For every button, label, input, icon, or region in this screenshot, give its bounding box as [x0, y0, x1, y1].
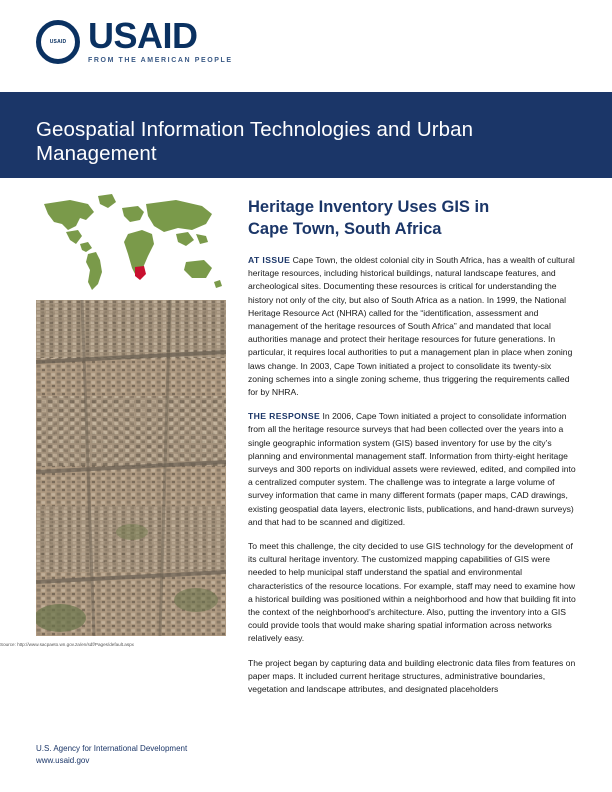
footer-url[interactable]: www.usaid.gov — [36, 755, 90, 765]
usaid-seal-text: USAID — [49, 38, 67, 45]
photo-source-caption: Source: http://www.sacpaeto.wn.gov.za/en/sdf/Pages/default.aspx — [0, 642, 134, 647]
paragraph-at-issue — [248, 254, 576, 399]
paragraph-the-response-text: In 2006, Cape Town initiated a project to consolidate information from all the heritage resource surveys that had been collected over the years into a single geographic information system (GIS) based inventory for use by the city’s planning and environmental management staff. Information from thirty-eight heritage surveys and 300 reports on individual assets were reviewed, edited, and compiled into a centralized computer system. The challenge was to integrate a large volume of survey information that came in many different formats (paper maps, CAD drawings, existing geospatial data layers, electronic lists, publications, and hand-drawn surveys) and that had to be scanned and digitized. — [248, 411, 576, 527]
usaid-wordmark — [88, 15, 233, 64]
lede-the-response: THE RESPONSE — [248, 411, 321, 422]
footer — [36, 743, 187, 766]
page-title: Geospatial Information Technologies and Urban Management — [36, 118, 474, 165]
headline-line-2: Cape Town, South Africa — [248, 220, 442, 238]
usaid-wordmark-text: USAID — [88, 15, 198, 56]
headline-line-1: Heritage Inventory Uses GIS in — [248, 198, 490, 216]
title-banner — [0, 92, 612, 178]
main-content — [248, 196, 576, 707]
paragraph-the-response — [248, 410, 576, 529]
usaid-seal-icon — [36, 20, 80, 64]
footer-agency: U.S. Agency for International Development — [36, 744, 188, 753]
lede-at-issue: AT ISSUE — [248, 255, 291, 265]
paragraph-data-capture: The project began by capturing data and building electronic data files from features on paper maps. It included current heritage structures, administrative boundaries, vegetation and landscape attributes, and designated placeholders — [248, 657, 576, 695]
paragraph-gis-technology: To meet this challenge, the city decided to use GIS technology for the development of its cultural heritage inventory. The customized mapping capabilities of GIS were needed to help municipal staff understand the spatial and environmental characteristics of the resource locations. For example, staff may need to examine how a historical building was positioned within a neighborhood and how that building fit into the context of the neighborhood’s architecture. Also, putting the inventory into a GIS could provide tools that would make sharing spatial information across networks relatively easy. — [248, 541, 576, 644]
world-map-graphic — [36, 190, 226, 298]
paragraph-at-issue-text: Cape Town, the oldest colonial city in South Africa, has a wealth of cultural heritage resources, including historical buildings, natural landscape features, and archeological sites. Documenting these resources is critical for understanding the history not only of the city, but also of South Africa as a nation. In 1999, the National Heritage Resource Act (NHRA) called for the “identification, assessment and management of the heritage resources of South Africa” and mandated that local authorities manage and protect their heritage resources for future generations. In particular, it requires local authorities to put a management plan in place when zoning laws change. In 2003, Cape Town initiated a project to consolidate its twenty-six zoning schemes into a single zoning scheme, thus triggering the requirements called for by NHRA. — [248, 255, 575, 398]
logo-bar — [0, 0, 612, 92]
article-headline — [248, 196, 576, 240]
usaid-tagline: FROM THE AMERICAN PEOPLE — [88, 57, 233, 64]
aerial-photo — [36, 300, 226, 636]
